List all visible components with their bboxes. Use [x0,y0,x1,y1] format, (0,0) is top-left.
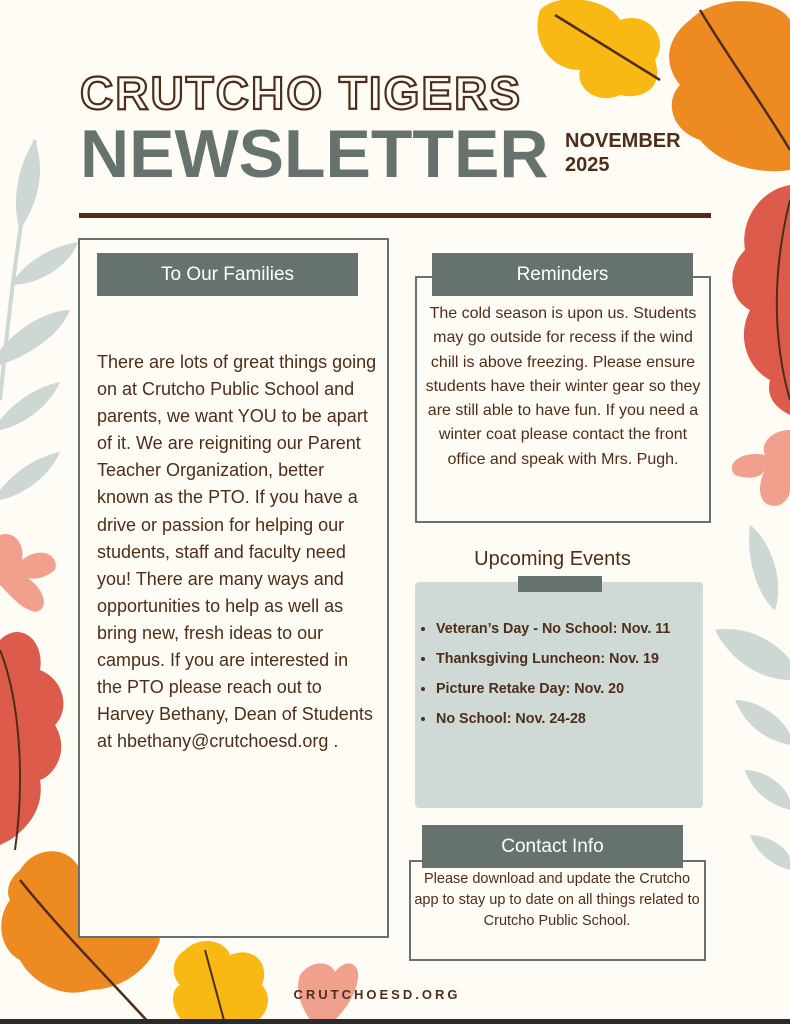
issue-date [565,129,681,177]
contact-body: Please download and update the Crutcho app to stay up to date on all things related to Crutcho Public School. [414,871,700,929]
event-item: • No School: Nov. 24-28 [436,704,698,734]
header-divider [79,213,711,218]
reminders-body: The cold season is upon us. Students may go outside for recess if the wind chill is above freezing. Please ensure students have their winter gear so they are still able to have fun. If you need a winter coat please contact the front office and speak with Mrs. Pugh. [425,305,701,468]
sage-leaf [715,629,790,680]
orange-leaf [669,1,790,171]
bottom-border [0,1019,790,1024]
sage-leaf [0,452,60,500]
newsletter-title: NEWSLETTER [80,116,549,192]
sage-leaf [750,835,790,870]
event-item: • Picture Retake Day: Nov. 20 [436,674,698,704]
families-body: There are lots of great things going on at Crutcho Public School and parents, we want YOU to be apart of it. We are reigniting our Parent Teacher Organization, better known as the PTO. If you have a drive or passion for helping our students, staff and faculty need you! There are many ways and opportunities to help as well as bring new, fresh ideas to our campus. If you are interested in the PTO please reach out to Harvey Bethany, Dean of Students at hbethany@crutchoesd.org . [97,352,377,752]
event-item: • Veteran’s Day - No School: Nov. 11 [436,614,698,644]
red-leaf [732,185,790,415]
sage-leaf [10,242,78,285]
contact-heading: Contact Info [422,825,683,868]
pink-leaf [732,430,790,506]
sage-leaf [16,140,40,230]
sage-leaf [745,770,790,810]
red-leaf [0,632,63,845]
school-name: CRUTCHO TIGERS [80,67,522,119]
reminders-heading: Reminders [432,253,693,296]
events-list [418,614,698,734]
pink-leaf [0,534,56,612]
tape-decoration [518,576,602,592]
website-link[interactable]: CRUTCHOESD.ORG [293,987,461,1002]
sage-leaf [0,382,60,430]
events-heading: Upcoming Events [474,548,631,570]
sage-leaf [735,700,790,745]
issue-year: 2025 [565,154,610,176]
issue-month: NOVEMBER [565,130,681,152]
families-heading: To Our Families [97,253,358,296]
yellow-leaf [173,941,268,1024]
event-item: • Thanksgiving Luncheon: Nov. 19 [436,644,698,674]
sage-leaf [749,525,778,610]
